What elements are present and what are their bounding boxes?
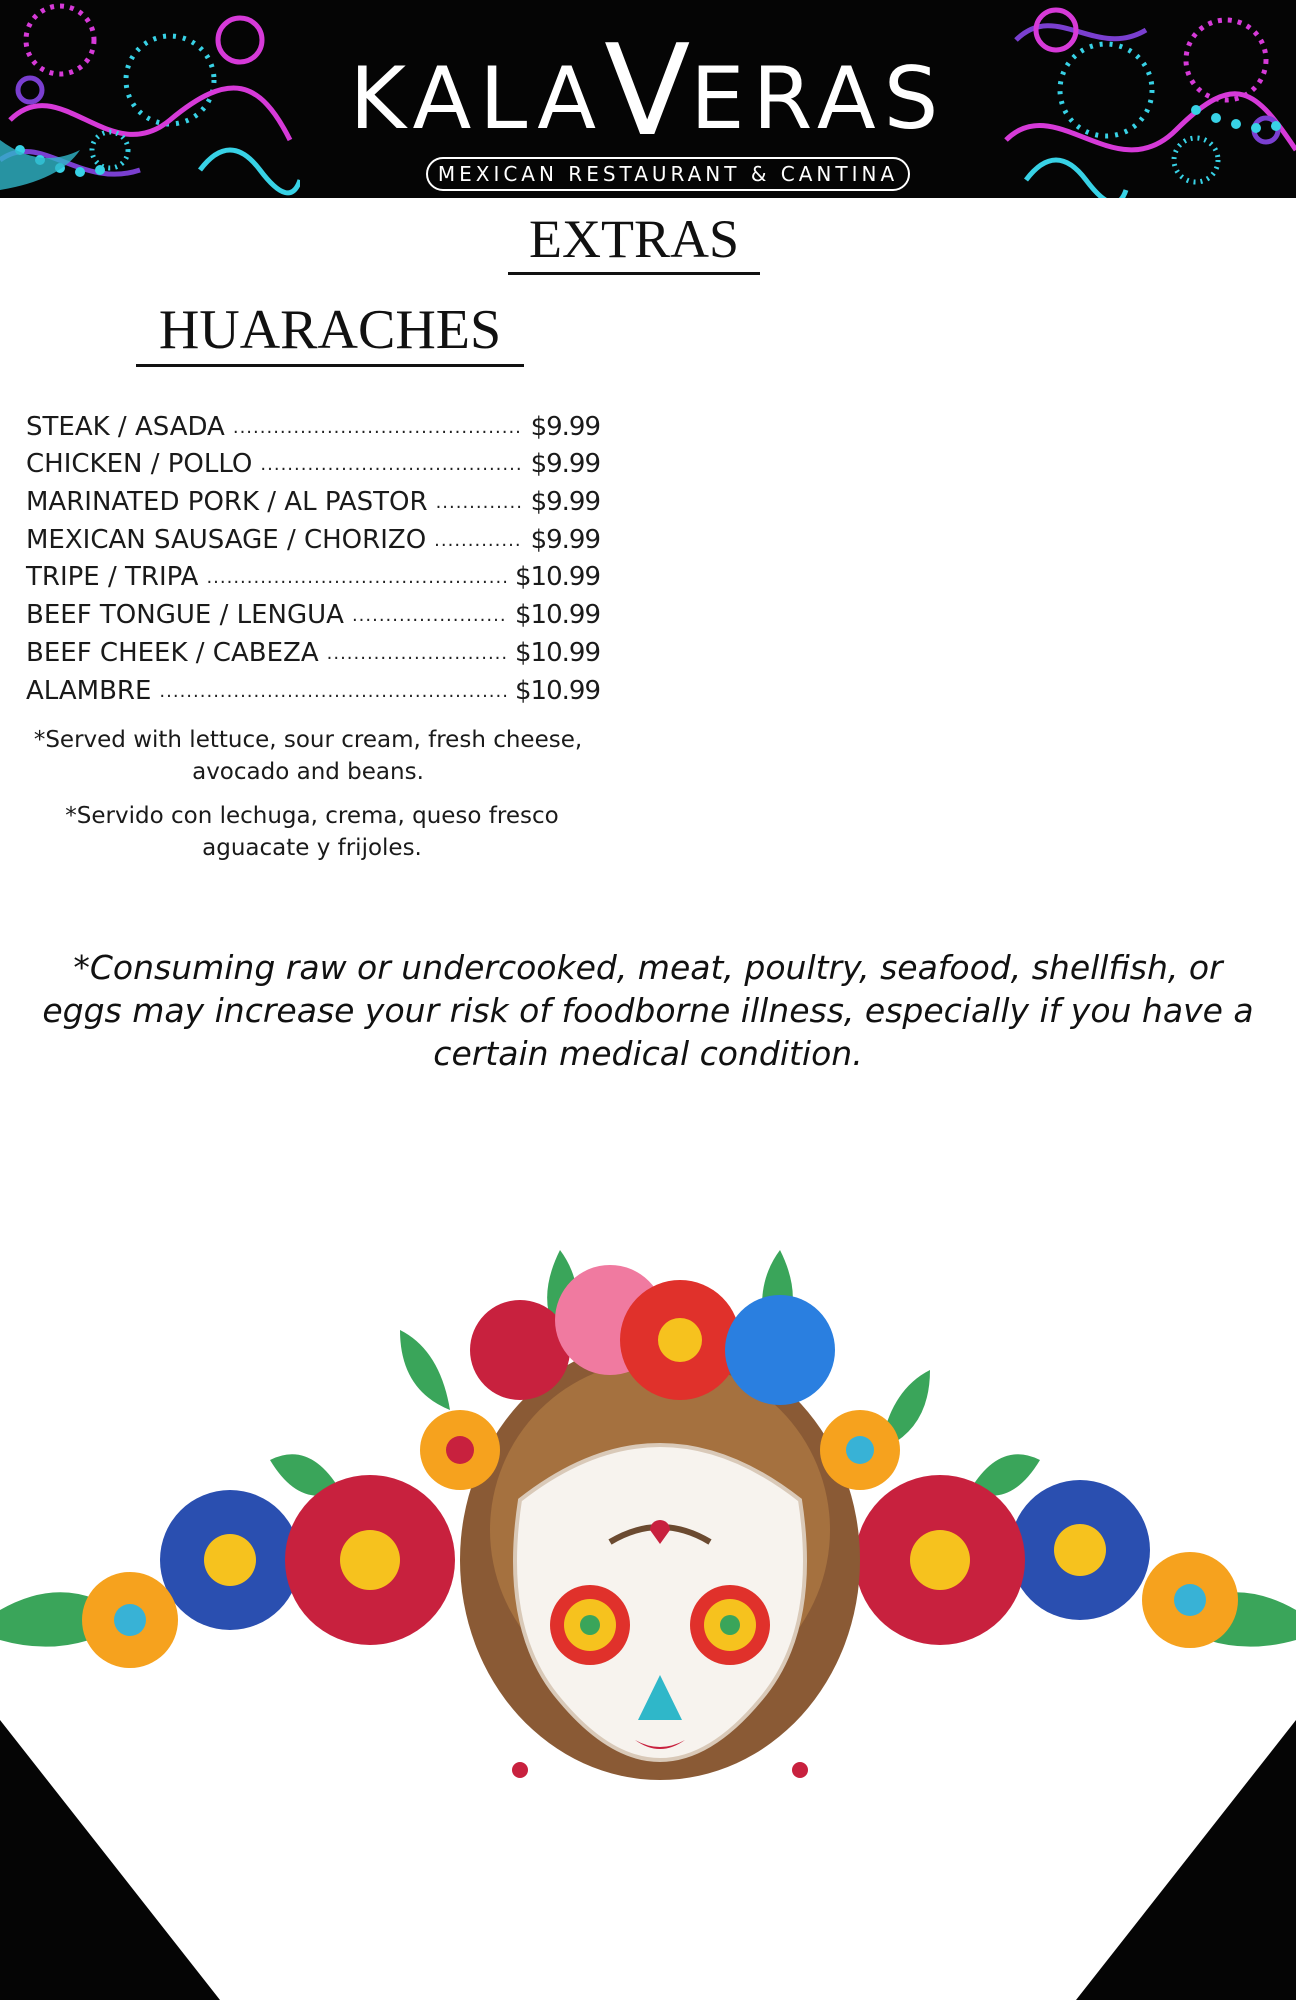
header-banner xyxy=(0,0,1296,198)
warning-line1: *Consuming raw or undercooked, meat, poultry, seafood, shellfish, or xyxy=(73,948,1223,987)
logo-subtitle-frame xyxy=(426,157,910,191)
section-title: EXTRAS xyxy=(508,212,760,275)
english-note-line1: *Served with lettuce, sour cream, fresh cheese, xyxy=(33,727,583,753)
menu-item xyxy=(26,630,600,668)
health-warning xyxy=(20,946,1276,1075)
menu-item xyxy=(26,479,600,517)
spanish-note-line1: *Servido con lechuga, crema, queso fresco xyxy=(65,803,559,829)
menu-item-price: $10.99 xyxy=(515,562,600,593)
dot-leader xyxy=(434,530,522,551)
warning-line2: eggs may increase your risk of foodborne illness, especially if you have a xyxy=(42,991,1254,1030)
menu-item xyxy=(26,592,600,630)
menu-item-price: $9.99 xyxy=(530,487,600,518)
menu-item-price: $9.99 xyxy=(530,411,600,442)
menu-item-price: $9.99 xyxy=(530,524,600,555)
menu-list xyxy=(26,404,600,706)
logo-subtitle: MEXICAN RESTAURANT & CANTINA xyxy=(437,162,899,186)
menu-item-name: STEAK / ASADA xyxy=(26,411,225,442)
dot-leader xyxy=(352,605,507,626)
menu-item xyxy=(26,404,600,442)
menu-item-name: ALAMBRE xyxy=(26,675,152,706)
menu-item-name: MARINATED PORK / AL PASTOR xyxy=(26,487,428,518)
spanish-note xyxy=(12,800,612,864)
logo-text-part2: ERAS xyxy=(690,49,947,149)
menu-item-price: $10.99 xyxy=(515,637,600,668)
menu-item-price: $10.99 xyxy=(515,675,600,706)
dot-leader xyxy=(233,417,523,438)
catrina-sugar-skull-icon xyxy=(0,1230,1296,1870)
dot-leader xyxy=(436,492,523,513)
menu-item-name: BEEF CHEEK / CABEZA xyxy=(26,637,319,668)
menu-item-price: $10.99 xyxy=(515,600,600,631)
english-note-line2: avocado and beans. xyxy=(192,759,424,785)
menu-item-name: CHICKEN / POLLO xyxy=(26,449,253,480)
dot-leader xyxy=(260,454,522,475)
dot-leader xyxy=(206,567,507,588)
menu-item xyxy=(26,555,600,593)
menu-item-name: MEXICAN SAUSAGE / CHORIZO xyxy=(26,524,427,555)
logo-text-part1: KALA xyxy=(349,49,605,149)
menu-item-name: TRIPE / TRIPA xyxy=(26,562,199,593)
menu-item-price: $9.99 xyxy=(530,449,600,480)
restaurant-logo xyxy=(0,17,1296,164)
english-note xyxy=(8,724,608,788)
subsection-title: HUARACHES xyxy=(136,302,524,367)
logo-big-letter: V xyxy=(604,17,691,164)
menu-item xyxy=(26,517,600,555)
dot-leader xyxy=(159,681,507,702)
menu-item xyxy=(26,668,600,706)
menu-item-name: BEEF TONGUE / LENGUA xyxy=(26,600,344,631)
dot-leader xyxy=(327,643,507,664)
spanish-note-line2: aguacate y frijoles. xyxy=(202,835,422,861)
warning-line3: certain medical condition. xyxy=(433,1034,863,1073)
menu-item xyxy=(26,442,600,480)
